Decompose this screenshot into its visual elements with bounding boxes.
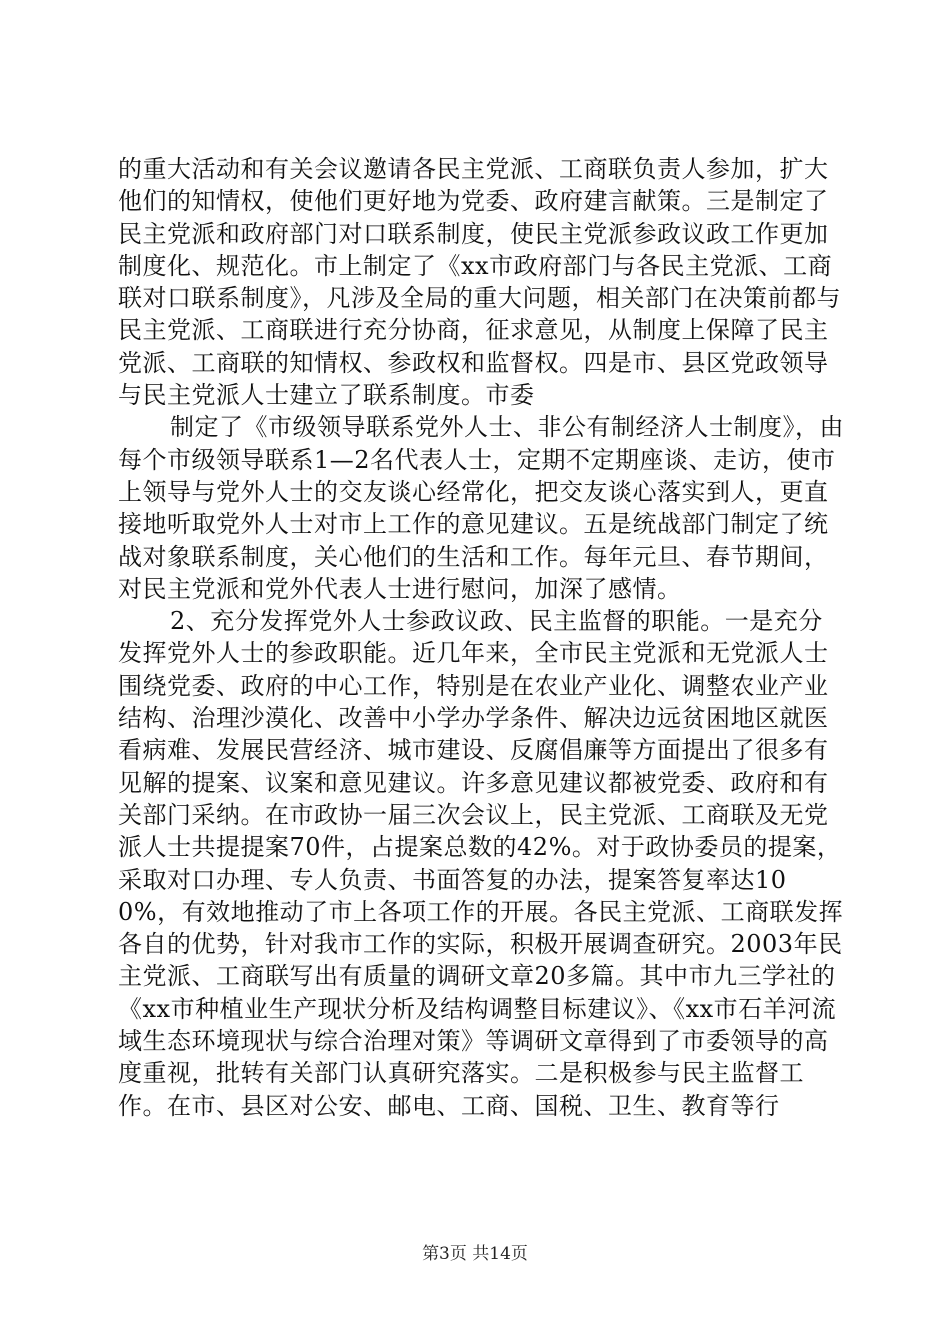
paragraph-continued: 的重大活动和有关会议邀请各民主党派、工商联负责人参加，扩大他们的知情权，使他们更好地为党委、政府建言献策。三是制定了民主党派和政府部门对口联系制度，使民主党派参政议政工作更加制度化、规范化。市上制定了《xx市政府部门与各民主党派、工商联对口联系制度》，凡涉及全局的重大问题，相关部门在决策前都与民主党派、工商联进行充分协商，征求意见，从制度上保障了民主党派、工商联的知情权、参政权和监督权。四是市、县区党政领导与民主党派人士建立了联系制度。市委 bbox=[118, 155, 841, 410]
paragraph-leader-contact-system: 制定了《市级领导联系党外人士、非公有制经济人士制度》，由每个市级领导联系1—2名代表人士，定期不定期座谈、走访，使市上领导与党外人士的交友谈心经常化，把交友谈心落实到人，更直接地听取党外人士对市上工作的意见建议。五是统战部门制定了统战对象联系制度，关心他们的生活和工作。每年元旦、春节期间，对民主党派和党外代表人士进行慰问，加深了感情。 bbox=[118, 413, 844, 603]
paragraph-section-2: 2、充分发挥党外人士参政议政、民主监督的职能。一是充分发挥党外人士的参政职能。近几年来，全市民主党派和无党派人士围绕党委、政府的中心工作，特别是在农业产业化、调整农业产业结构、治理沙漠化、改善中小学办学条件、解决边远贫困地区就医看病难、发展民营经济、城市建设、反腐倡廉等方面提出了很多有见解的提案、议案和意见建议。许多意见建议都被党委、政府和有关部门采纳。在市政协一届三次会议上，民主党派、工商联及无党派人士共提提案70件，占提案总数的42%。对于政协委员的提案，采取对口办理、专人负责、书面答复的办法，提案答复率达100%，有效地推动了市上各项工作的开展。各民主党派、工商联发挥各自的优势，针对我市工作的实际，积极开展调查研究。2003年民主党派、工商联写出有质量的调研文章20多篇。其中市九三学社的《xx市种植业生产现状分析及结构调整目标建议》、《xx市石羊河流域生态环境现状与综合治理对策》等调研文章得到了市委领导的高度重视，批转有关部门认真研究落实。二是积极参与民主监督工作。在市、县区对公安、邮电、工商、国税、卫生、教育等行 bbox=[118, 607, 844, 1120]
document-body bbox=[118, 153, 846, 1122]
page-number-footer: 第3页 共14页 bbox=[422, 1244, 528, 1264]
